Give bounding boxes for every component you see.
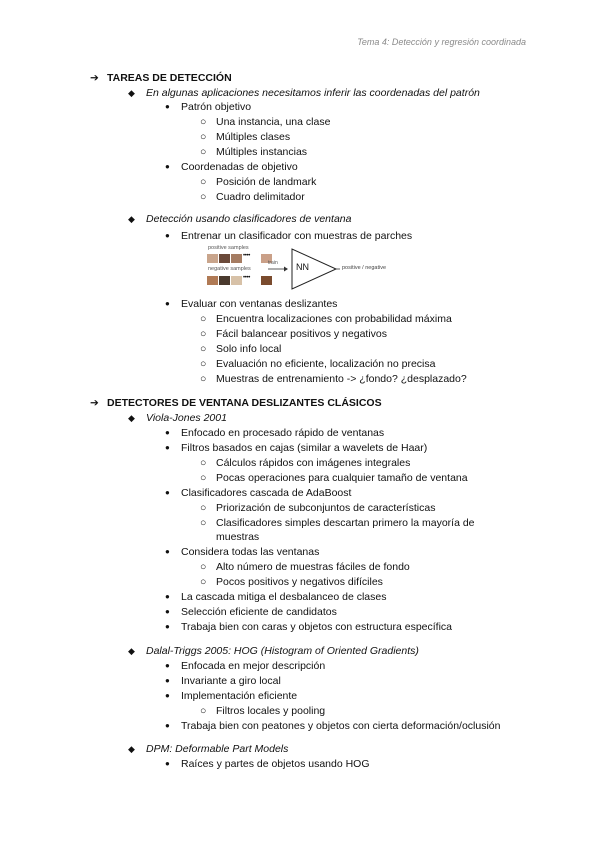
circle-bullet-icon: ○ (200, 705, 207, 717)
list-item: La cascada mitiga el desbalanceo de clases (181, 591, 387, 603)
bullet-target-coordinates: Coordenadas de objetivo (181, 161, 298, 173)
nn-training-diagram (205, 245, 405, 293)
bullet-icon: ● (165, 592, 170, 601)
list-item: Múltiples clases (216, 131, 291, 143)
list-item: Evaluación no eficiente, localización no precisa (216, 358, 436, 370)
bullet-icon: ● (165, 443, 170, 452)
subheading-window-classifiers: Detección usando clasificadores de ventana (146, 213, 352, 225)
diamond-icon: ◆ (128, 214, 135, 224)
bullet-icon: ● (165, 488, 170, 497)
list-item: Una instancia, una clase (216, 116, 331, 128)
list-item-continued: muestras (216, 531, 260, 543)
list-item: Filtros basados en cajas (similar a wavelets de Haar) (181, 442, 428, 454)
bullet-icon: ● (165, 759, 170, 768)
circle-bullet-icon: ○ (200, 561, 207, 573)
circle-bullet-icon: ○ (200, 313, 207, 325)
list-item: Cuadro delimitador (216, 191, 305, 203)
ellipsis: • • • • (243, 275, 250, 281)
ellipsis: • • • • (243, 253, 250, 259)
circle-bullet-icon: ○ (200, 358, 207, 370)
list-item: Clasificadores cascada de AdaBoost (181, 487, 352, 499)
bullet-icon: ● (165, 607, 170, 616)
circle-bullet-icon: ○ (200, 517, 207, 529)
list-item: Cálculos rápidos con imágenes integrales (216, 457, 411, 469)
bullet-target-pattern: Patrón objetivo (181, 101, 252, 113)
section-title-detection-tasks: TAREAS DE DETECCIÓN (107, 72, 232, 84)
output-label: positive / negative (342, 265, 387, 271)
list-item: Invariante a giro local (181, 675, 281, 687)
circle-bullet-icon: ○ (200, 343, 207, 355)
circle-bullet-icon: ○ (200, 373, 207, 385)
circle-bullet-icon: ○ (200, 472, 207, 484)
list-item: Múltiples instancias (216, 146, 308, 158)
list-item: Trabaja bien con caras y objetos con estructura específica (181, 621, 453, 633)
list-item: Pocas operaciones para cualquier tamaño de ventana (216, 472, 468, 484)
subheading-applications: En algunas aplicaciones necesitamos inferir las coordenadas del patrón (146, 87, 480, 99)
list-item: Selección eficiente de candidatos (181, 606, 337, 618)
list-item: Filtros locales y pooling (216, 705, 326, 717)
circle-bullet-icon: ○ (200, 131, 207, 143)
bullet-icon: ● (165, 661, 170, 670)
subheading-dpm: DPM: Deformable Part Models (146, 743, 289, 755)
bullet-icon: ● (165, 721, 170, 730)
diamond-icon: ◆ (128, 88, 135, 98)
list-item: Alto número de muestras fáciles de fondo (216, 561, 410, 573)
list-item: Fácil balancear positivos y negativos (216, 328, 388, 340)
diamond-icon: ◆ (128, 744, 135, 754)
bullet-icon: ● (165, 231, 170, 240)
circle-bullet-icon: ○ (200, 116, 207, 128)
page-header: Tema 4: Detección y regresión coordinada (357, 37, 526, 47)
list-item: Considera todas las ventanas (181, 546, 320, 558)
train-label: train (268, 260, 278, 266)
list-item: Implementación eficiente (181, 690, 298, 702)
circle-bullet-icon: ○ (200, 457, 207, 469)
list-item: Muestras de entrenamiento -> ¿fondo? ¿desplazado? (216, 373, 467, 385)
circle-bullet-icon: ○ (200, 576, 207, 588)
list-item: Enfocada en mejor descripción (181, 660, 326, 672)
subheading-dalal-triggs: Dalal-Triggs 2005: HOG (Histogram of Oriented Gradients) (146, 645, 419, 657)
bullet-icon: ● (165, 299, 170, 308)
list-item: Posición de landmark (216, 176, 317, 188)
negative-samples-label: negative samples (208, 266, 251, 272)
arrow-icon: ➔ (90, 397, 99, 409)
list-item: Trabaja bien con peatones y objetos con cierta deformación/oclusión (181, 720, 501, 732)
bullet-icon: ● (165, 622, 170, 631)
bullet-icon: ● (165, 676, 170, 685)
bullet-icon: ● (165, 547, 170, 556)
section-title-sliding-window-detectors: DETECTORES DE VENTANA DESLIZANTES CLÁSICOS (107, 397, 382, 409)
circle-bullet-icon: ○ (200, 176, 207, 188)
nn-label: NN (296, 262, 309, 272)
list-item: Encuentra localizaciones con probabilidad máxima (216, 313, 452, 325)
list-item: Enfocado en procesado rápido de ventanas (181, 427, 385, 439)
bullet-icon: ● (165, 691, 170, 700)
bullet-train-classifier: Entrenar un clasificador con muestras de parches (181, 230, 413, 242)
bullet-icon: ● (165, 428, 170, 437)
diamond-icon: ◆ (128, 413, 135, 423)
bullet-icon: ● (165, 162, 170, 171)
circle-bullet-icon: ○ (200, 191, 207, 203)
subheading-viola-jones: Viola-Jones 2001 (146, 412, 227, 424)
list-item: Solo info local (216, 343, 282, 355)
circle-bullet-icon: ○ (200, 146, 207, 158)
positive-samples-label: positive samples (208, 245, 249, 251)
list-item: Clasificadores simples descartan primero la mayoría de (216, 517, 475, 529)
circle-bullet-icon: ○ (200, 328, 207, 340)
bullet-icon: ● (165, 102, 170, 111)
arrow-icon: ➔ (90, 72, 99, 84)
list-item: Raíces y partes de objetos usando HOG (181, 758, 370, 770)
list-item: Priorización de subconjuntos de características (216, 502, 436, 514)
list-item: Pocos positivos y negativos difíciles (216, 576, 383, 588)
arrow-head (284, 267, 288, 272)
bullet-sliding-windows: Evaluar con ventanas deslizantes (181, 298, 338, 310)
circle-bullet-icon: ○ (200, 502, 207, 514)
diamond-icon: ◆ (128, 646, 135, 656)
